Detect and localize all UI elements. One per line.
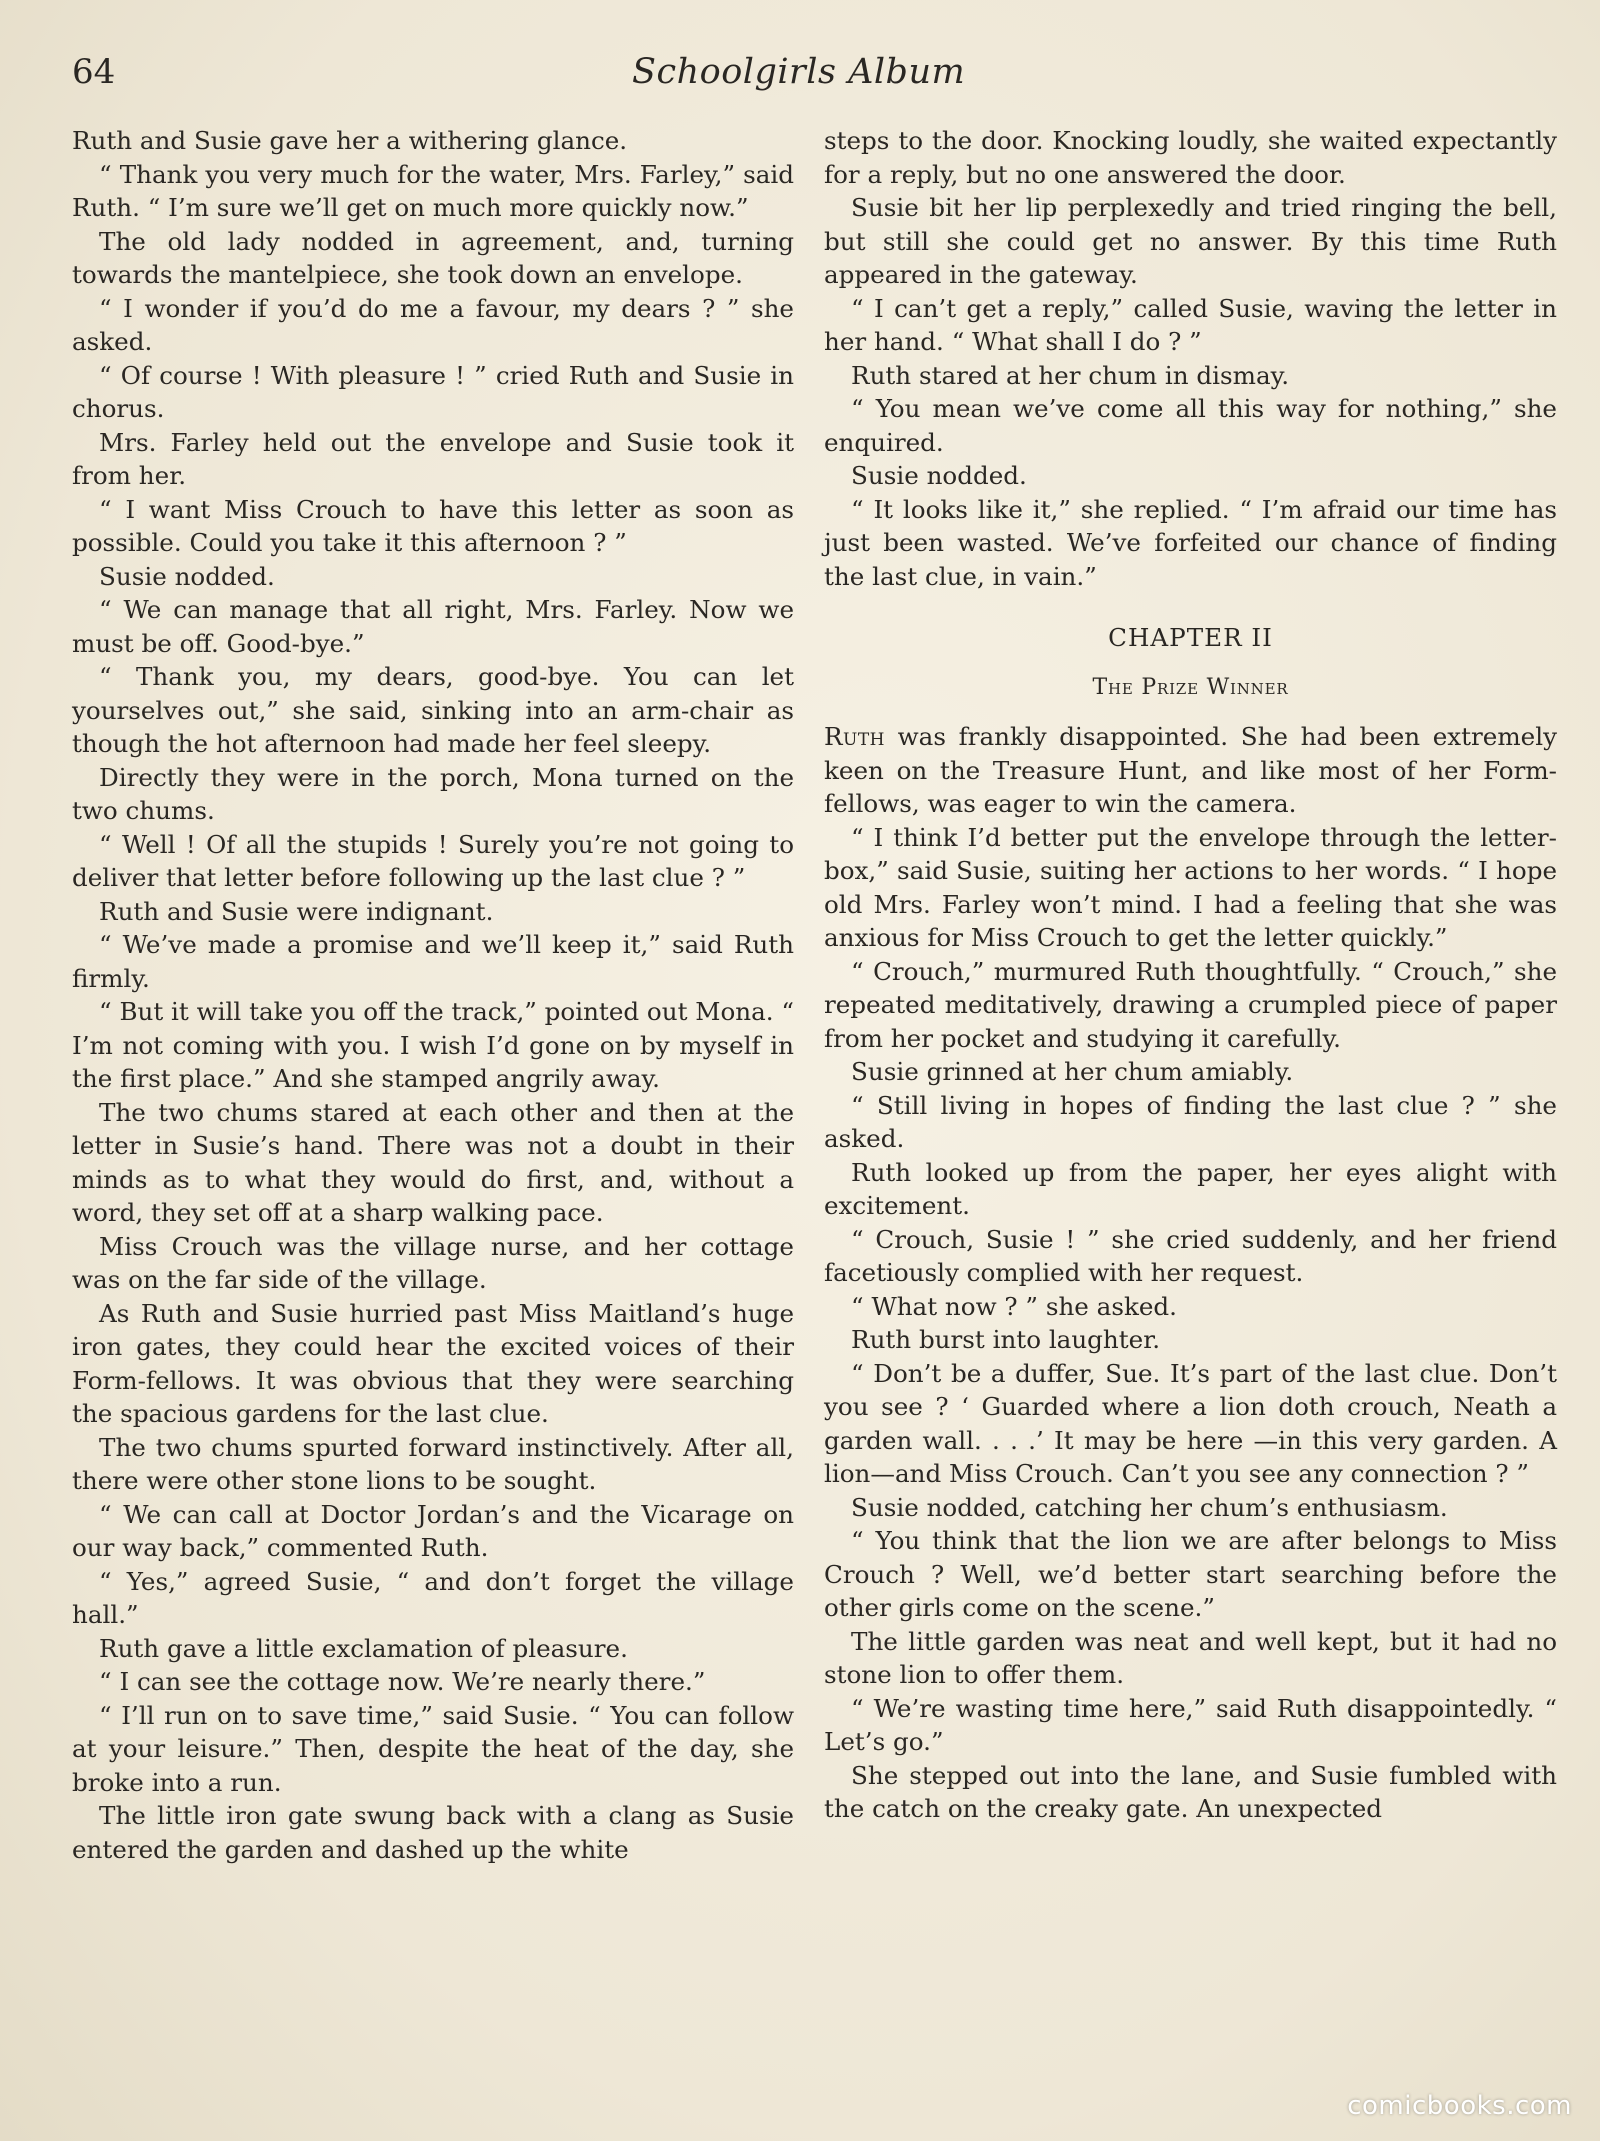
paragraph: Susie grinned at her chum amiably.: [851, 1057, 1294, 1086]
paragraph: Directly they were in the porch, Mona turned on the two chums.: [72, 762, 794, 825]
page-number: 64: [72, 52, 116, 92]
paragraph: Ruth looked up from the paper, her eyes alight with excitement.: [824, 1157, 1557, 1220]
chapter-subtitle: The Prize Winner: [1092, 674, 1289, 700]
paragraph: “ We’re wasting time here,” said Ruth disappointedly. “ Let’s go.”: [824, 1693, 1557, 1756]
paragraph: “ It looks like it,” she replied. “ I’m afraid our time has just been wasted. We’ve forfeited our chance of finding the last clue, in vain.”: [824, 494, 1557, 591]
paragraph: Susie nodded, catching her chum’s enthusiasm.: [851, 1492, 1448, 1522]
paragraph: The old lady nodded in agreement, and, turning towards the mantelpiece, she took down an envelope.: [72, 226, 794, 289]
left-column: [72, 124, 794, 1866]
paragraph: “ Well ! Of all the stupids ! Surely you’re not going to deliver that letter before following up the last clue ? ”: [72, 829, 794, 892]
text-columns: [72, 124, 1557, 1866]
paragraph: “ We’ve made a promise and we’ll keep it,” said Ruth firmly.: [72, 930, 794, 993]
paragraph: “ I’ll run on to save time,” said Susie. “ You can follow at your leisure.” Then, despite the heat of the day, she broke into a run.: [72, 1700, 794, 1797]
paragraph: “ I wonder if you’d do me a favour, my dears ? ” she asked.: [72, 293, 794, 356]
running-title: Schoolgirls Album: [632, 52, 966, 92]
right-column-top: [824, 124, 1557, 593]
paragraph: “ I want Miss Crouch to have this letter as soon as possible. Could you take it this afternoon ? ”: [72, 494, 794, 557]
site-watermark: comicbooks.com: [1347, 2091, 1572, 2121]
right-column-bottom: [824, 821, 1557, 1826]
paragraph: The two chums stared at each other and then at the letter in Susie’s hand. There was not a doubt in their minds as to what they would do first, and, without a word, they set off at a sharp walking pace.: [72, 1097, 794, 1227]
paragraph: “ Crouch, Susie ! ” she cried suddenly, and her friend facetiously complied with her request.: [824, 1224, 1557, 1287]
paragraph: Ruth stared at her chum in dismay.: [851, 360, 1290, 390]
paragraph: “ I think I’d better put the envelope through the letter-box,” said Susie, suiting her actions to her words. “ I hope old Mrs. Farley won’t mind. I had a feeling that she was anxious for Miss Crouch to get the letter quickly.”: [824, 822, 1557, 952]
paragraph: “ We can manage that all right, Mrs. Farley. Now we must be off. Good-bye.”: [72, 595, 794, 658]
paragraph: “ Don’t be a duffer, Sue. It’s part of the last clue. Don’t you see ? ‘ Guarded where a lion doth crouch, Neath a garden wall. . . .’ It may be here —in this very garden. A lion—and Miss Crouch. Can’t you see any connection ? ”: [824, 1358, 1557, 1488]
paragraph: Ruth and Susie were indignant.: [99, 896, 494, 926]
page-header: [72, 52, 1542, 102]
drop-lead-word: Ruth: [824, 722, 886, 751]
first-paragraph-text: was frankly disappointed. She had been extremely keen on the Treasure Hunt, and like most of her Form-fellows, was eager to win the camera.: [824, 722, 1557, 818]
paragraph: “ We can call at Doctor Jordan’s and the Vicarage on our way back,” commented Ruth.: [72, 1499, 794, 1562]
paragraph: “ Crouch,” murmured Ruth thoughtfully. “ Crouch,” she repeated meditatively, drawing a crumpled piece of paper from her pocket and studying it carefully.: [824, 956, 1557, 1053]
paragraph: steps to the door. Knocking loudly, she waited expectantly for a reply, but no one answered the door.: [824, 126, 1557, 189]
paragraph: “ What now ? ” she asked.: [851, 1291, 1177, 1321]
right-column: [824, 124, 1557, 1866]
paragraph: “ Yes,” agreed Susie, “ and don’t forget the village hall.”: [72, 1566, 794, 1629]
paragraph: “ You mean we’ve come all this way for nothing,” she enquired.: [824, 394, 1557, 457]
paragraph: Mrs. Farley held out the envelope and Susie took it from her.: [72, 427, 794, 490]
paragraph: Ruth burst into laughter.: [851, 1325, 1161, 1354]
paragraph: “ Thank you, my dears, good-bye. You can let yourselves out,” she said, sinking into an arm-chair as though the hot afternoon had made her feel sleepy.: [72, 662, 794, 758]
paragraph: Susie nodded.: [99, 561, 275, 591]
paragraph: Ruth gave a little exclamation of pleasure.: [99, 1633, 628, 1663]
paragraph: The little iron gate swung back with a clang as Susie entered the garden and dashed up the white: [72, 1801, 794, 1864]
paragraph: “ I can see the cottage now. We’re nearly there.”: [99, 1667, 706, 1696]
paragraph: “ Of course ! With pleasure ! ” cried Ruth and Susie in chorus.: [72, 360, 794, 423]
paragraph: The two chums spurted forward instinctively. After all, there were other stone lions to be sought.: [72, 1432, 794, 1495]
paragraph: “ Thank you very much for the water, Mrs. Farley,” said Ruth. “ I’m sure we’ll get on much more quickly now.”: [72, 159, 794, 222]
paragraph: “ You think that the lion we are after belongs to Miss Crouch ? Well, we’d better start searching before the other girls come on the scene.”: [824, 1526, 1557, 1622]
paragraph: She stepped out into the lane, and Susie fumbled with the catch on the creaky gate. An unexpected: [824, 1760, 1557, 1823]
paragraph: Miss Crouch was the village nurse, and her cottage was on the far side of the village.: [72, 1231, 794, 1294]
paragraph: “ Still living in hopes of finding the last clue ? ” she asked.: [824, 1090, 1557, 1153]
paragraph: Susie nodded.: [851, 461, 1027, 490]
paragraph: Susie bit her lip perplexedly and tried ringing the bell, but still she could get no answer. By this time Ruth appeared in the gateway.: [824, 193, 1557, 289]
paragraph: Ruth and Susie gave her a withering glance.: [72, 126, 628, 155]
paragraph: “ But it will take you off the track,” pointed out Mona. “ I’m not coming with you. I wish I’d gone on by myself in the first place.” And she stamped angrily away.: [72, 997, 794, 1093]
paragraph: “ I can’t get a reply,” called Susie, waving the letter in her hand. “ What shall I do ? ”: [824, 293, 1557, 356]
chapter-heading: CHAPTER II: [1108, 623, 1273, 652]
paragraph: The little garden was neat and well kept, but it had no stone lion to offer them.: [824, 1626, 1557, 1689]
paragraph: As Ruth and Susie hurried past Miss Maitland’s huge iron gates, they could hear the excited voices of their Form-fellows. It was obvious that they were searching the spacious gardens for the last clue.: [72, 1298, 794, 1428]
chapter-first-paragraph: [824, 720, 1557, 821]
